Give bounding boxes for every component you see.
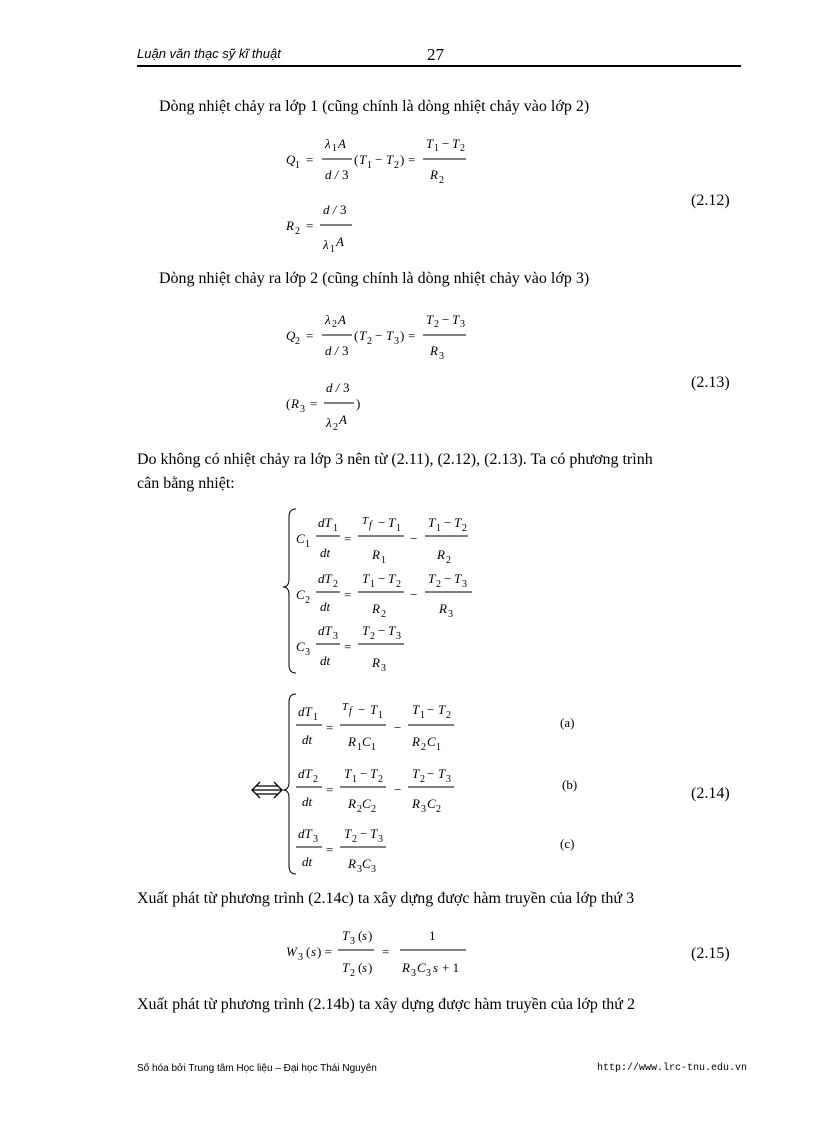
- svg-text:T: T: [428, 515, 436, 530]
- svg-text:−: −: [410, 531, 418, 546]
- svg-text:3: 3: [371, 864, 376, 875]
- svg-text:(: (: [286, 396, 291, 411]
- svg-text:dT: dT: [318, 571, 332, 586]
- paragraph-balance-line-2: cân bằng nhiệt:: [137, 475, 235, 492]
- svg-text:dt: dt: [302, 794, 313, 809]
- svg-text:−: −: [360, 766, 368, 781]
- svg-text:(: (: [306, 944, 311, 959]
- svg-text:3: 3: [381, 663, 386, 674]
- svg-text:C: C: [362, 796, 371, 811]
- svg-text:1: 1: [436, 742, 441, 753]
- svg-text:3: 3: [342, 343, 349, 358]
- svg-text:−: −: [442, 312, 450, 327]
- svg-text:−: −: [410, 587, 418, 602]
- svg-text:T: T: [370, 766, 378, 781]
- svg-text:T: T: [342, 928, 350, 943]
- svg-text:=: =: [408, 152, 416, 167]
- paragraph-transfer-function-layer-2: Xuất phát từ phương trình (2.14b) ta xây dựng được hàm truyền của lớp thứ 2: [137, 996, 635, 1013]
- equation-2-14-system: [282, 690, 502, 880]
- svg-text:3: 3: [300, 404, 305, 415]
- svg-text:1: 1: [434, 143, 439, 154]
- svg-text:T: T: [362, 571, 370, 586]
- svg-text:=: =: [344, 639, 352, 654]
- svg-text:3: 3: [378, 834, 383, 845]
- svg-text:A: A: [338, 312, 346, 327]
- svg-text:−: −: [375, 152, 383, 167]
- svg-text:R: R: [291, 396, 299, 411]
- svg-text:2: 2: [446, 555, 451, 566]
- footer-source: Số hóa bởi Trung tâm Học liệu – Đại học Thái Nguyên: [137, 1063, 377, 1074]
- running-header-title: Luận văn thạc sỹ kĩ thuật: [137, 46, 281, 61]
- page-number: 27: [427, 45, 444, 64]
- svg-text:−: −: [378, 623, 386, 638]
- footer-url-link[interactable]: http://www.lrc-tnu.edu.vn: [597, 1063, 748, 1074]
- svg-text:T: T: [342, 960, 350, 975]
- svg-text:dt: dt: [320, 599, 331, 614]
- svg-text:−: −: [427, 766, 435, 781]
- svg-text:R: R: [372, 601, 380, 616]
- svg-text:T: T: [426, 312, 434, 327]
- equation-2-14a: [296, 701, 454, 753]
- svg-text:(: (: [358, 928, 363, 943]
- equation-q2: [286, 312, 466, 362]
- svg-text:C: C: [296, 639, 305, 654]
- svg-text:3: 3: [342, 167, 349, 182]
- svg-text:d /: d /: [325, 167, 339, 182]
- svg-text:3: 3: [439, 351, 444, 362]
- svg-text:d /: d /: [323, 202, 337, 217]
- svg-text:R: R: [348, 856, 356, 871]
- svg-text:λ: λ: [325, 136, 331, 151]
- svg-text:T: T: [428, 571, 436, 586]
- svg-text:T: T: [362, 515, 369, 527]
- equation-2-14c: [296, 826, 386, 875]
- svg-text:2: 2: [436, 804, 441, 815]
- svg-text:T: T: [388, 623, 396, 638]
- svg-text:3: 3: [411, 968, 416, 979]
- svg-text:R: R: [430, 167, 438, 182]
- svg-text:T: T: [452, 136, 460, 151]
- svg-text:1: 1: [378, 710, 383, 721]
- svg-text:dt: dt: [320, 545, 331, 560]
- svg-text:2: 2: [295, 226, 300, 237]
- svg-text:1: 1: [313, 712, 318, 723]
- svg-text:3: 3: [350, 936, 355, 947]
- svg-text:C: C: [427, 796, 436, 811]
- svg-text:R: R: [412, 796, 420, 811]
- svg-text:2: 2: [446, 710, 451, 721]
- svg-text:2: 2: [370, 631, 375, 642]
- svg-text:2: 2: [462, 523, 467, 534]
- paragraph-heat-flow-layer-1: Dòng nhiệt chảy ra lớp 1 (cũng chính là dòng nhiệt chảy vào lớp 2): [159, 98, 590, 115]
- svg-text:T: T: [454, 571, 462, 586]
- svg-text:λ: λ: [325, 312, 331, 327]
- svg-text:dT: dT: [298, 826, 312, 841]
- equation-heat-balance-system: [282, 505, 492, 677]
- paragraph-heat-flow-layer-2: Dòng nhiệt chảy ra lớp 2 (cũng chính là dòng nhiệt chảy vào lớp 3): [159, 270, 590, 287]
- svg-text:A: A: [336, 234, 344, 249]
- svg-text:1: 1: [420, 710, 425, 721]
- left-brace: [283, 509, 296, 673]
- svg-text:2: 2: [420, 774, 425, 785]
- svg-text:2: 2: [439, 175, 444, 186]
- svg-text:2: 2: [332, 319, 337, 330]
- svg-text:−: −: [358, 702, 366, 717]
- svg-text:T: T: [438, 766, 446, 781]
- svg-text:2: 2: [421, 742, 426, 753]
- svg-text:1: 1: [330, 244, 335, 255]
- svg-text:−: −: [360, 826, 368, 841]
- svg-text:dT: dT: [298, 766, 312, 781]
- equation-label-b: (b): [562, 777, 578, 792]
- svg-text:C: C: [362, 856, 371, 871]
- svg-text:R: R: [430, 343, 438, 358]
- svg-text:2: 2: [313, 774, 318, 785]
- svg-text:3: 3: [343, 380, 350, 395]
- equation-row-1: [296, 515, 468, 566]
- svg-text:2: 2: [352, 834, 357, 845]
- svg-text:dT: dT: [298, 704, 312, 719]
- svg-text:+ 1: + 1: [442, 960, 460, 975]
- paragraph-balance-line-1: Do không có nhiệt chảy ra lớp 3 nên từ (2.11), (2.12), (2.13). Ta có phương trình: [137, 451, 653, 468]
- svg-text:T: T: [344, 766, 352, 781]
- equation-r3: [286, 380, 360, 433]
- svg-text:R: R: [439, 601, 447, 616]
- svg-text:R: R: [372, 547, 380, 562]
- svg-text:d /: d /: [326, 380, 340, 395]
- left-brace: [283, 694, 296, 874]
- svg-text:T: T: [438, 702, 446, 717]
- svg-text:3: 3: [421, 804, 426, 815]
- svg-text:T: T: [362, 623, 370, 638]
- svg-text:3: 3: [462, 579, 467, 590]
- svg-text:=: =: [306, 328, 314, 343]
- svg-text:1: 1: [333, 523, 338, 534]
- svg-text:3: 3: [448, 609, 453, 620]
- svg-text:2: 2: [434, 319, 439, 330]
- svg-text:2: 2: [367, 336, 372, 347]
- svg-text:): ): [368, 928, 373, 943]
- svg-text:A: A: [338, 136, 346, 151]
- svg-text:R: R: [286, 218, 294, 233]
- svg-text:=: =: [306, 152, 314, 167]
- svg-text:(: (: [354, 328, 359, 343]
- svg-text:R: R: [348, 734, 356, 749]
- svg-text:2: 2: [357, 804, 362, 815]
- svg-text:λ: λ: [326, 415, 332, 430]
- svg-text:=: =: [326, 782, 334, 797]
- svg-text:=: =: [326, 842, 334, 857]
- svg-text:−: −: [427, 702, 435, 717]
- equation-number-2-13: (2.13): [691, 374, 730, 391]
- svg-text:2: 2: [381, 609, 386, 620]
- equation-number-2-12: (2.12): [691, 192, 730, 209]
- svg-text:3: 3: [460, 319, 465, 330]
- equation-2-13: [280, 302, 480, 442]
- equivalence-arrow-icon: [250, 779, 284, 801]
- header-rule: [137, 65, 741, 67]
- svg-text:=: =: [344, 587, 352, 602]
- svg-text:Q: Q: [286, 152, 296, 167]
- svg-text:−: −: [394, 782, 402, 797]
- svg-text:1: 1: [370, 579, 375, 590]
- svg-text:−: −: [444, 571, 452, 586]
- svg-text:3: 3: [298, 952, 303, 963]
- svg-text:dT: dT: [318, 623, 332, 638]
- svg-text:s: s: [433, 960, 439, 975]
- svg-text:d /: d /: [325, 343, 339, 358]
- svg-text:2: 2: [396, 579, 401, 590]
- svg-text:T: T: [388, 515, 396, 530]
- svg-text:λ: λ: [323, 237, 329, 252]
- equation-r2: [285, 202, 352, 255]
- svg-text:): ): [400, 152, 405, 167]
- svg-text:3: 3: [394, 336, 399, 347]
- svg-text:C: C: [427, 734, 436, 749]
- svg-text:2: 2: [436, 579, 441, 590]
- svg-text:−: −: [394, 720, 402, 735]
- svg-text:T: T: [412, 766, 420, 781]
- svg-text:T: T: [386, 152, 394, 167]
- svg-text:T: T: [370, 826, 378, 841]
- svg-text:R: R: [372, 655, 380, 670]
- svg-text:2: 2: [333, 579, 338, 590]
- svg-text:3: 3: [357, 864, 362, 875]
- paragraph-transfer-function-layer-3: Xuất phát từ phương trình (2.14c) ta xây dựng được hàm truyền của lớp thứ 3: [137, 890, 635, 907]
- svg-text:=: =: [310, 396, 318, 411]
- equation-row-3: [296, 623, 404, 674]
- svg-text:Q: Q: [286, 328, 296, 343]
- svg-text:T: T: [388, 571, 396, 586]
- svg-text:3: 3: [340, 202, 347, 217]
- svg-text:1: 1: [381, 555, 386, 566]
- svg-text:−: −: [378, 515, 386, 530]
- svg-text:): ): [368, 960, 373, 975]
- svg-text:−: −: [444, 515, 452, 530]
- svg-text:dt: dt: [302, 854, 313, 869]
- svg-text:=: =: [344, 531, 352, 546]
- svg-text:1: 1: [371, 742, 376, 753]
- svg-text:1: 1: [305, 539, 310, 550]
- svg-text:dt: dt: [320, 653, 331, 668]
- svg-text:1: 1: [396, 523, 401, 534]
- equation-label-c: (c): [560, 836, 575, 851]
- svg-text:3: 3: [333, 631, 338, 642]
- svg-text:2: 2: [295, 336, 300, 347]
- svg-text:dt: dt: [302, 732, 313, 747]
- svg-text:(: (: [354, 152, 359, 167]
- svg-text:T: T: [452, 312, 460, 327]
- svg-text:): ): [400, 328, 405, 343]
- svg-text:R: R: [412, 734, 420, 749]
- svg-text:T: T: [426, 136, 434, 151]
- svg-text:=: =: [306, 218, 314, 233]
- svg-text:3: 3: [446, 774, 451, 785]
- svg-text:1: 1: [367, 160, 372, 171]
- svg-text:s: s: [362, 928, 368, 943]
- equation-number-2-14: (2.14): [691, 785, 730, 802]
- svg-text:(: (: [358, 960, 363, 975]
- svg-text:−: −: [375, 328, 383, 343]
- equation-number-2-15: (2.15): [691, 945, 730, 962]
- svg-text:T: T: [342, 701, 349, 713]
- svg-text:1: 1: [332, 143, 337, 154]
- svg-text:2: 2: [394, 160, 399, 171]
- svg-text:): ): [356, 396, 361, 411]
- svg-text:3: 3: [426, 968, 431, 979]
- svg-text:3: 3: [396, 631, 401, 642]
- svg-text:2: 2: [333, 422, 338, 433]
- svg-text:dT: dT: [318, 515, 332, 530]
- svg-text:T: T: [359, 152, 367, 167]
- svg-text:3: 3: [305, 647, 310, 658]
- svg-text:) =: ) =: [317, 944, 332, 959]
- svg-text:T: T: [359, 328, 367, 343]
- svg-text:2: 2: [350, 968, 355, 979]
- equation-q1: [286, 136, 466, 186]
- svg-text:2: 2: [378, 774, 383, 785]
- svg-text:=: =: [408, 328, 416, 343]
- svg-text:R: R: [348, 796, 356, 811]
- svg-text:R: R: [437, 547, 445, 562]
- svg-text:C: C: [362, 734, 371, 749]
- svg-text:2: 2: [305, 595, 310, 606]
- svg-text:C: C: [296, 531, 305, 546]
- equation-2-15: [282, 922, 482, 982]
- svg-text:T: T: [344, 826, 352, 841]
- svg-text:−: −: [442, 136, 450, 151]
- svg-text:s: s: [362, 960, 368, 975]
- equation-2-12: [280, 128, 480, 268]
- svg-text:1: 1: [295, 160, 300, 171]
- svg-text:1: 1: [352, 774, 357, 785]
- svg-text:2: 2: [460, 143, 465, 154]
- svg-text:T: T: [370, 702, 378, 717]
- svg-text:R: R: [402, 960, 410, 975]
- svg-text:A: A: [339, 412, 347, 427]
- svg-text:3: 3: [313, 834, 318, 845]
- equation-row-2: [296, 571, 472, 620]
- svg-text:=: =: [382, 944, 390, 959]
- svg-text:T: T: [412, 702, 420, 717]
- svg-text:f: f: [369, 520, 372, 531]
- svg-text:C: C: [296, 587, 305, 602]
- svg-text:C: C: [417, 960, 426, 975]
- svg-text:T: T: [386, 328, 394, 343]
- svg-text:W: W: [286, 944, 297, 959]
- equation-2-14b: [296, 766, 454, 815]
- svg-text:1: 1: [436, 523, 441, 534]
- svg-text:f: f: [349, 706, 352, 717]
- svg-text:s: s: [311, 944, 317, 959]
- svg-text:−: −: [378, 571, 386, 586]
- svg-text:1: 1: [429, 928, 436, 943]
- svg-text:T: T: [454, 515, 462, 530]
- svg-text:=: =: [326, 720, 334, 735]
- equation-label-a: (a): [560, 715, 575, 730]
- svg-text:2: 2: [371, 804, 376, 815]
- svg-text:1: 1: [357, 742, 362, 753]
